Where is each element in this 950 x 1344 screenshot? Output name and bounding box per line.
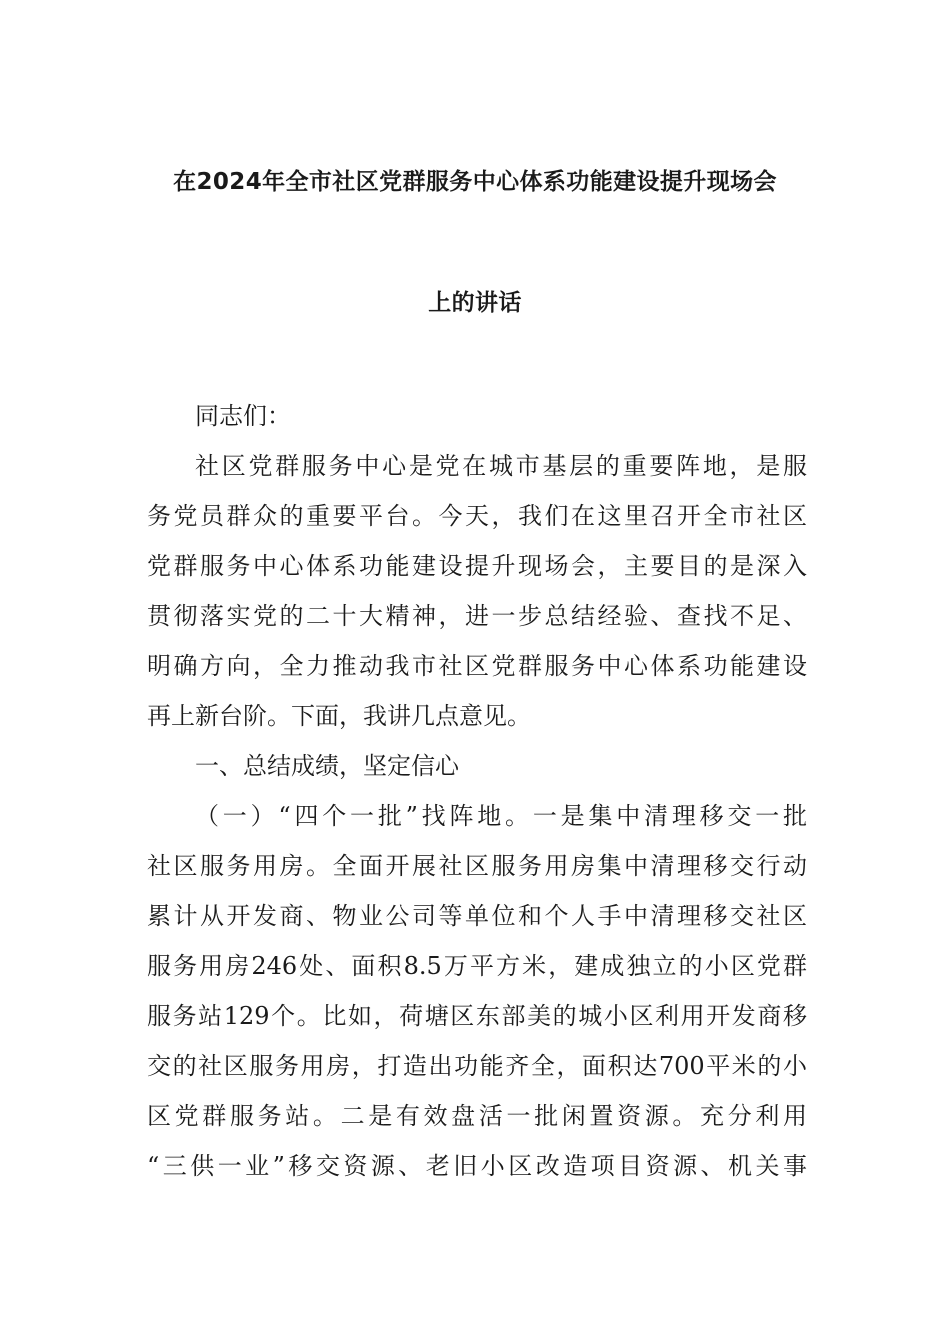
salutation: 同志们： bbox=[195, 402, 291, 430]
paragraph-line: （一）“四个一批”找阵地。一是集中清理移交一批 bbox=[195, 802, 807, 830]
section-1-heading: 一、总结成绩，坚定信心 bbox=[195, 752, 459, 780]
paragraph-line: 务党员群众的重要平台。今天，我们在这里召开全市社区 bbox=[147, 502, 807, 530]
document-body bbox=[147, 391, 807, 1191]
document-title-line-2: 上的讲话 bbox=[428, 290, 522, 316]
paragraph-line: 累计从开发商、物业公司等单位和个人手中清理移交社区 bbox=[147, 902, 807, 930]
paragraph-line: 社区党群服务中心是党在城市基层的重要阵地，是服 bbox=[195, 452, 807, 480]
paragraph-line: 服务用房246处、面积8.5万平方米，建成独立的小区党群 bbox=[147, 952, 807, 980]
document-title-line-1: 在2024年全市社区党群服务中心体系功能建设提升现场会 bbox=[173, 169, 777, 195]
paragraph-line: 社区服务用房。全面开展社区服务用房集中清理移交行动 bbox=[147, 852, 807, 880]
paragraph-line: “三供一业”移交资源、老旧小区改造项目资源、机关事 bbox=[147, 1152, 807, 1180]
paragraph-line: 交的社区服务用房，打造出功能齐全，面积达700平米的小 bbox=[147, 1052, 807, 1080]
paragraph-2 bbox=[147, 791, 807, 1191]
paragraph-line: 明确方向，全力推动我市社区党群服务中心体系功能建设 bbox=[147, 652, 807, 680]
paragraph-1 bbox=[147, 441, 807, 741]
paragraph-line: 党群服务中心体系功能建设提升现场会，主要目的是深入 bbox=[147, 552, 807, 580]
paragraph-line: 再上新台阶。下面，我讲几点意见。 bbox=[147, 702, 531, 730]
paragraph-line: 服务站129个。比如，荷塘区东部美的城小区利用开发商移 bbox=[147, 1002, 807, 1030]
paragraph-line: 贯彻落实党的二十大精神，进一步总结经验、查找不足、 bbox=[147, 602, 807, 630]
paragraph-line: 区党群服务站。二是有效盘活一批闲置资源。充分利用 bbox=[147, 1102, 807, 1130]
